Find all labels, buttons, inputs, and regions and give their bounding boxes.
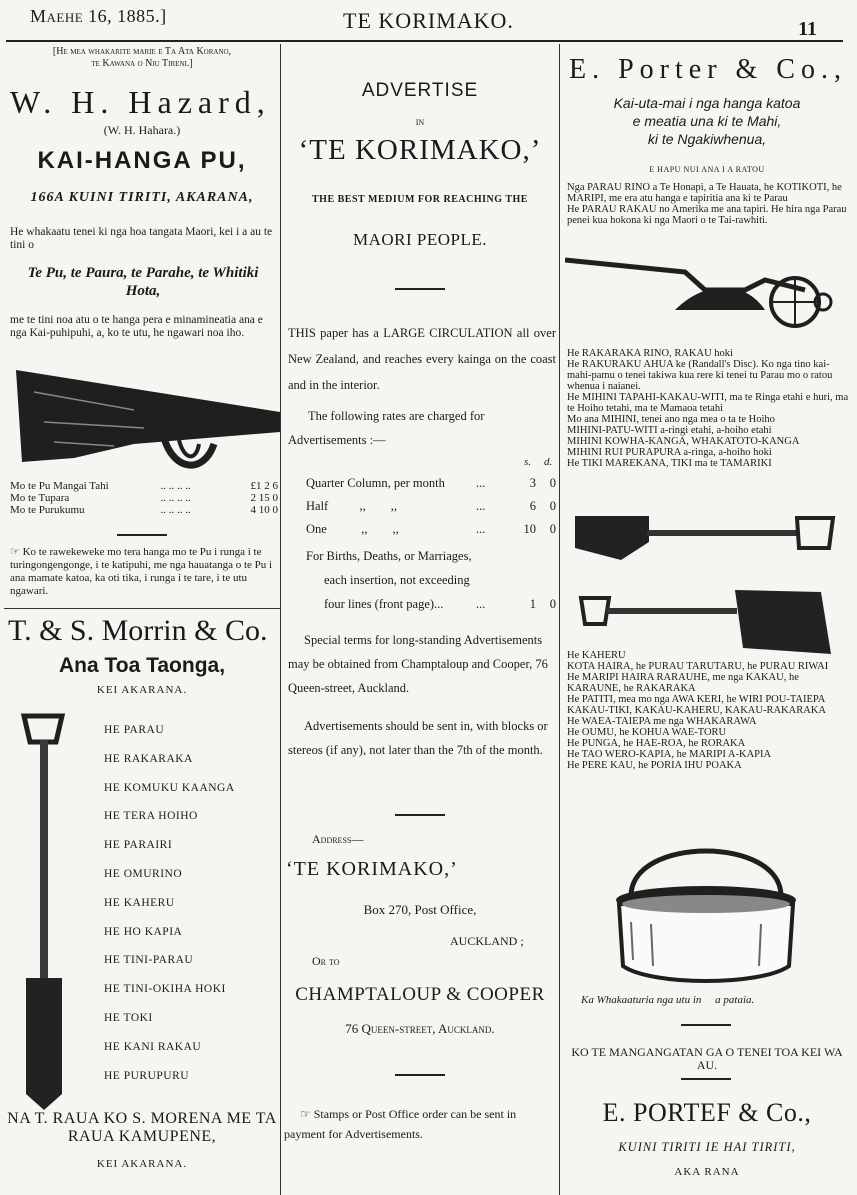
- short-rule: [681, 1078, 731, 1080]
- address-box: Box 270, Post Office,: [363, 902, 477, 917]
- list-item: He WAEA-TAIEPA me nga WHAKARAWA: [567, 716, 757, 727]
- in-word: IN: [415, 118, 425, 127]
- list-item: He PERE KAU, he PORIA IHU POAKA: [567, 760, 742, 771]
- hazard-address: 166A KUINI TIRITI, AKARANA,: [30, 190, 254, 205]
- list-item: HE TERA HOIHO: [104, 810, 198, 823]
- list-item: HE PARAU: [104, 724, 165, 736]
- stamps-note: ☞ Stamps or Post Office order can be sent in payment for Advertisements.: [284, 1107, 517, 1141]
- list-item: MIHINI-PATU-WITI a-ringi etahi, a-hoiho etahi: [567, 425, 772, 436]
- column-middle: [282, 44, 558, 1195]
- rate-row: Quarter Column, per month ... 3 0: [306, 476, 556, 490]
- pot-image: [611, 826, 801, 986]
- list-item: He PATITI, mea mo nga AWA KERI, he WIRI POU-TAIEPA: [567, 694, 826, 705]
- hazard-note: ☞ Ko te rawekeweke mo tera hanga mo te Pu i runga i te turingongengonge, i te katipuhi, me nga hauatanga o te Pu i ana mamate katoa, ka oti tika, i runga i te tare, i te utu ngawari.: [10, 546, 273, 597]
- list-item: HE PURUPURU: [104, 1069, 190, 1082]
- list-item: HE PARAIRI: [104, 839, 173, 852]
- porter-footer-address: KUINI TIRITI IE HAI TIRITI,: [618, 1140, 796, 1154]
- address-paper: ‘TE KORIMAKO,’: [286, 858, 458, 880]
- list-item: He RAKARAKA RINO, RAKAU hoki: [567, 348, 733, 359]
- currency-s: s.: [524, 456, 532, 468]
- hazard-intro: He whakaatu tenei ki nga hoa tangata Maori, kei i a au te tini o: [10, 226, 273, 251]
- short-rule: [395, 1074, 445, 1076]
- porter-footer-name: E. PORTEF & Co.,: [602, 1098, 812, 1127]
- list-item: HE HO KAPIA: [104, 925, 183, 938]
- paper-name: ‘TE KORIMAKO,’: [298, 134, 542, 166]
- list-item: HE KOMUKU KAANGA: [104, 781, 235, 794]
- header-rule: [6, 40, 843, 42]
- porter-tagline: Kai-uta-mai i nga hanga katoa e meatia una ki te Mahi, ki te Ngakiwhenua,: [613, 95, 801, 147]
- list-item: HE TOKI: [104, 1011, 153, 1024]
- list-item: MIHINI KOWHA-KANGA, WHAKATOTO-KANGA: [567, 436, 800, 447]
- royal-warrant: [4, 46, 280, 70]
- column-divider: [559, 44, 560, 1195]
- births-rate: For Births, Deaths, or Marriages, each insertion, not exceeding four lines (front page)... ... 1 0: [306, 549, 556, 611]
- short-rule: [395, 814, 445, 816]
- champtaloup: CHAMPTALOUP & COOPER: [295, 984, 545, 1005]
- special-terms: Special terms for long-standing Advertisements may be obtained from Champtaloup and Cooper, 76 Queen-street, Auckland.: [288, 633, 548, 695]
- address-city: AUCKLAND ;: [450, 934, 524, 948]
- porter-footer-city: AKA RANA: [674, 1166, 740, 1178]
- shovels-image: [571, 508, 847, 658]
- warrant-line: te Kawana o Niu Tireni.]: [91, 58, 193, 69]
- list-item: He PUNGA, he HAE-ROA, he RORAKA: [567, 738, 746, 749]
- page-number: 11: [798, 18, 817, 40]
- short-rule: [117, 534, 167, 536]
- best-medium: THE BEST MEDIUM FOR REACHING THE: [312, 194, 528, 205]
- morrin-shop: Ana Toa Taonga,: [58, 654, 226, 677]
- column-right: [561, 44, 853, 1195]
- list-item: He TAO WERO-KAPIA, he MARIPI A-KAPIA: [567, 749, 772, 760]
- hazard-name: W. H. Hazard,: [10, 84, 271, 120]
- page-header: [0, 0, 857, 44]
- hazard-more: me te tini noa atu o te hanga pera e minamineatia ana e nga Kai-puhipuhi, a, ko te utu, he ngawari noa iho.: [10, 314, 263, 339]
- rates-intro: The following rates are charged for Advertisements :—: [288, 409, 485, 447]
- rates-table: [306, 472, 556, 541]
- morrin-footer-place: KEI AKARANA.: [96, 1158, 188, 1170]
- list-item: He MARIPI HAIRA RARAUHE, me nga KAKAU, he KARAUNE, he RAKARAKA: [567, 672, 799, 694]
- list-item: HE TINI-OKIHA HOKI: [104, 983, 226, 996]
- list-item: MIHINI RUI PURAPURA a-ringa, a-hoiho hoki: [567, 447, 772, 458]
- price-row: Mo te Pu Mangai Tahi .. .. .. .. £1 2 6: [10, 480, 278, 492]
- price-list: [10, 480, 278, 516]
- price-row: Mo te Purukumu .. .. .. .. 4 10 0: [10, 504, 278, 516]
- porter-subtitle: E HAPU NUI ANA I A RATOU: [649, 165, 765, 174]
- or-to: Or to: [312, 954, 340, 968]
- porter-intro: Nga PARAU RINO a Te Honapi, a Te Hauata, he KOTIKOTI, he MARIPI, me era atu hanga e tapiritia ana ki te Parau He PARAU RAKAU no Amerika me ana tapiri. He hira nga Parau penei kua hokona ki nga Maori o te Tai-rawhiti.: [567, 182, 847, 226]
- maori-people: MAORI PEOPLE.: [352, 230, 487, 249]
- list-item: He OUMU, he KOHUA WAE-TORU: [567, 727, 727, 738]
- column-divider: [280, 44, 281, 1195]
- newspaper-title: TE KORIMAKO.: [343, 8, 514, 33]
- list-item: HE KAHERU: [104, 896, 175, 909]
- porter-items-2: [567, 650, 851, 771]
- shotgun-image: [14, 362, 280, 474]
- list-item: He MIHINI TAPAHI-KAKAU-WITI, ma te Ringa etahi e huri, ma te Hoiho tetahi, ma te Mamaoa tetahi: [567, 392, 849, 414]
- short-rule: [395, 288, 445, 290]
- advertise-heading: ADVERTISE: [361, 80, 479, 101]
- hazard-goods: Te Pu, te Paura, te Parahe, te Whitiki Hota,: [27, 265, 259, 299]
- mangangata: KO TE MANGANGATAN GA O TENEI TOA KEI WA AU.: [571, 1045, 843, 1072]
- porter-items-1: [567, 348, 851, 469]
- circulation-para: THIS paper has a LARGE CIRCULATION all over New Zealand, and reaches every kainga on the coast and in the interior.: [288, 326, 556, 392]
- list-item: HE KANI RAKAU: [104, 1040, 202, 1053]
- address-label: Address—: [312, 832, 364, 846]
- short-rule: [681, 1024, 731, 1026]
- rate-row: Half ,, ,, ... 6 0: [306, 499, 556, 513]
- list-item: KOTA HAIRA, he PURAU TARUTARU, he PURAU RIWAI: [567, 661, 829, 672]
- send-by: Advertisements should be sent in, with blocks or stereos (if any), not later than the 7th of the month.: [288, 719, 548, 757]
- morrin-footer: NA T. RAUA KO S. MORENA ME TA RAUA KAMUPENE,: [7, 1110, 277, 1145]
- porter-name: E. Porter & Co.,: [569, 54, 847, 85]
- spade-image: [12, 712, 78, 1112]
- rate-row: One ,, ,, ... 10 0: [306, 522, 556, 536]
- list-item: He TIKI MAREKANA, TIKI ma te TAMARIKI: [567, 458, 772, 469]
- issue-date: Maehe 16, 1885.]: [30, 6, 167, 26]
- plough-image: [565, 250, 851, 340]
- price-row: Mo te Tupara .. .. .. .. 2 15 0: [10, 492, 278, 504]
- currency-d: d.: [544, 456, 553, 468]
- column-left: [4, 44, 280, 1195]
- morrin-name: T. & S. Morrin & Co.: [8, 614, 268, 647]
- section-rule: [4, 608, 280, 609]
- pot-caption: Ka Whakaaturia nga utu in a pataia.: [581, 994, 755, 1006]
- list-item: Mo ana MIHINI, tenei ano nga mea o ta te Hoiho: [567, 414, 775, 425]
- morrin-place: KEI AKARANA.: [96, 684, 188, 696]
- champ-address: 76 Queen-street, Auckland.: [345, 1021, 495, 1036]
- list-item: He KAHERU: [567, 650, 626, 661]
- list-item: HE TINI-PARAU: [104, 954, 194, 967]
- list-item: HE RAKARAKA: [104, 752, 193, 765]
- list-item: KAKAU-TIKI, KAKAU-KAHERU, KAKAU-RAKARAKA: [567, 705, 826, 716]
- list-item: HE OMURINO: [104, 867, 183, 880]
- hazard-alias: (W. H. Hahara.): [103, 123, 181, 137]
- hazard-trade: KAI-HANGA PU,: [37, 147, 247, 174]
- morrin-item-list: [104, 724, 274, 1098]
- warrant-line: [He mea whakarite marie e Ta Ata Korano,: [52, 46, 232, 57]
- list-item: He RAKURAKU AHUA ke (Randall's Disc). Ko nga tino kai-mahi-pamu o tenei takiwa kua rere ki tenei tu Parau mo o ratou whenua i naianei.: [567, 359, 833, 392]
